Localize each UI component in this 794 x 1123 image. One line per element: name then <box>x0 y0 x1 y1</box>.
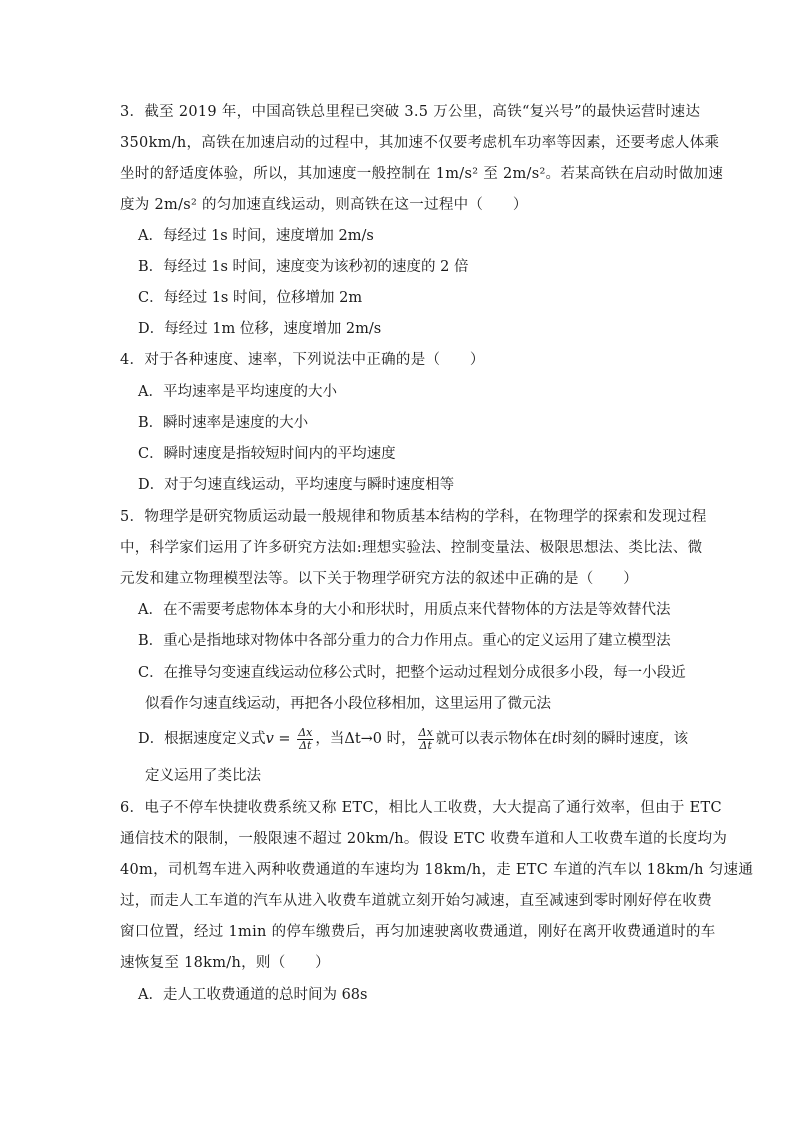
question-6-stem <box>120 793 754 979</box>
fraction-numerator-2: Δx <box>418 725 433 739</box>
question-5-stem <box>120 502 707 595</box>
time-symbol: t <box>551 731 558 747</box>
q3-line-3: 坐时的舒适度体验，所以，其加速度一般控制在 1m/s² 至 2m/s²。若某高铁在启动时做加速 <box>120 166 724 182</box>
q5-option-c-line-1: C．在推导匀变速直线运动位移公式时，把整个运动过程划分成很多小段，每一小段近 <box>138 665 686 681</box>
q4-option-b: B．瞬时速率是速度的大小 <box>138 415 309 431</box>
q4-option-d: D．对于匀速直线运动，平均速度与瞬时速度相等 <box>138 477 455 493</box>
q5-option-c-line-2: 似看作匀速直线运动，再把各小段位移相加，这里运用了微元法 <box>145 696 551 712</box>
fraction-numerator: Δx <box>298 725 313 739</box>
q5-option-d-middle: ，当Δt→0 时， <box>315 731 416 747</box>
velocity-fraction-2 <box>418 727 434 752</box>
q3-line-2: 350km/h，高铁在加速启动的过程中，其加速不仅要考虑机车功率等因素，还要考虑人体乘 <box>120 135 720 151</box>
q4-line-1: 4．对于各种速度、速率，下列说法中正确的是（ ） <box>120 352 485 368</box>
q5-line-3: 元发和建立物理模型法等。以下关于物理学研究方法的叙述中正确的是（ ） <box>120 571 638 587</box>
velocity-symbol: v <box>265 731 274 747</box>
q3-option-c: C．每经过 1s 时间，位移增加 2m <box>138 290 363 306</box>
q5-option-b: B．重心是指地球对物体中各部分重力的合力作用点。重心的定义运用了建立模型法 <box>138 633 671 649</box>
q5-line-2: 中，科学家们运用了许多研究方法如:理想实验法、控制变量法、极限思想法、类比法、微 <box>120 540 703 556</box>
q5-line-1: 5．物理学是研究物质运动最一般规律和物质基本结构的学科，在物理学的探索和发现过程 <box>120 509 707 525</box>
q6-line-2: 通信技术的限制，一般限速不超过 20km/h。假设 ETC 收费车道和人工收费车道的长度均为 <box>120 831 728 847</box>
q5-option-d-line-2: 定义运用了类比法 <box>145 768 261 784</box>
question-4-stem <box>120 345 685 376</box>
q6-line-5: 窗口位置，经过 1min 的停车缴费后，再匀加速驶离收费通道，刚好在离开收费通道时的车 <box>120 924 716 940</box>
q5-option-d-post-2: 时刻的瞬时速度，该 <box>557 731 689 747</box>
q3-option-a: A．每经过 1s 时间，速度增加 2m/s <box>138 228 374 244</box>
q5-option-d-line-1 <box>138 724 688 755</box>
question-3-stem <box>120 97 724 221</box>
q3-line-4: 度为 2m/s² 的匀加速直线运动，则高铁在这一过程中（ ） <box>120 197 528 213</box>
equals-sign: = <box>273 731 296 747</box>
q3-option-b: B．每经过 1s 时间，速度变为该秒初的速度的 2 倍 <box>138 259 469 275</box>
q5-option-d-prefix: D．根据速度定义式 <box>138 731 266 747</box>
q6-line-6: 速恢复至 18km/h，则（ ） <box>120 955 330 971</box>
q3-line-1: 3．截至 2019 年，中国高铁总里程已突破 3.5 万公里，高铁“复兴号”的最快运营时速达 <box>120 104 701 120</box>
q6-line-1: 6．电子不停车快捷收费系统又称 ETC，相比人工收费，大大提高了通行效率，但由于 ETC <box>120 800 722 816</box>
q6-line-3: 40m，司机驾车进入两种收费通道的车速均为 18km/h，走 ETC 车道的汽车以 18km/h 匀速通 <box>120 862 754 878</box>
q5-option-d-post-1: 就可以表示物体在 <box>435 731 552 747</box>
q6-line-4: 过，而走人工车道的汽车从进入收费车道就立刻开始匀减速，直至减速到零时刚好停在收费 <box>120 893 712 909</box>
velocity-fraction <box>297 727 313 752</box>
q3-option-d: D．每经过 1m 位移，速度增加 2m/s <box>138 321 382 337</box>
q6-option-a: A．走人工收费通道的总时间为 68s <box>138 987 368 1003</box>
q5-option-a: A．在不需要考虑物体本身的大小和形状时，用质点来代替物体的方法是等效替代法 <box>138 602 671 618</box>
q4-option-c: C．瞬时速度是指较短时间内的平均速度 <box>138 446 396 462</box>
q4-option-a: A．平均速率是平均速度的大小 <box>138 384 337 400</box>
fraction-denominator-2: Δt <box>419 738 432 752</box>
fraction-denominator: Δt <box>299 738 312 752</box>
